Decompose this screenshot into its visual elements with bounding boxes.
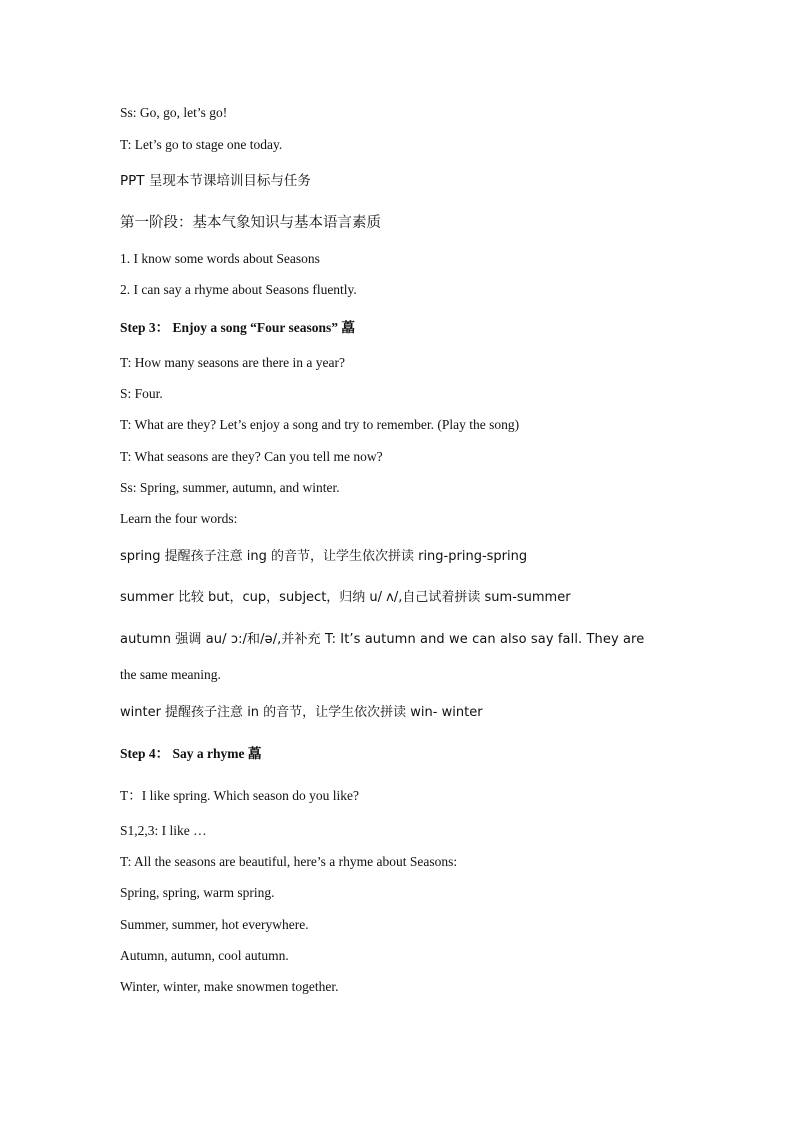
word-note: summer 比较 but，cup，subject，归纳 u/ ʌ/,自己试着拼读 sum-summer — [120, 590, 571, 605]
word-note-continued: the same meaning. — [120, 667, 221, 682]
dialogue-line: T: What are they? Let’s enjoy a song and try to remember. (Play the song) — [120, 417, 520, 432]
word-note: autumn 强调 au/ ɔ:/和/ə/,并补充 T: It’s autumn and we can also say fall. They are — [120, 632, 645, 647]
stage-heading: 第一阶段：基本气象知识与基本语言素质 — [120, 215, 381, 231]
rhyme-line: Spring, spring, warm spring. — [120, 885, 275, 900]
objective-item: 2. I can say a rhyme about Seasons fluently. — [120, 282, 357, 297]
rhyme-line: Autumn, autumn, cool autumn. — [120, 948, 289, 963]
word-note: spring 提醒孩子注意 ing 的音节，让学生依次拼读 ring-pring-spring — [120, 549, 528, 564]
dialogue-line: T: What seasons are they? Can you tell me now? — [120, 449, 383, 464]
instruction-line: Learn the four words: — [120, 511, 238, 526]
dialogue-line: T: How many seasons are there in a year? — [120, 355, 345, 370]
ppt-note: PPT 呈现本节课培训目标与任务 — [120, 173, 311, 189]
step-heading: Step 3： Enjoy a song “Four seasons” 藠 — [120, 320, 355, 335]
rhyme-line: Winter, winter, make snowmen together. — [120, 979, 339, 994]
word-note: winter 提醒孩子注意 in 的音节，让学生依次拼读 win- winter — [120, 705, 483, 720]
dialogue-line: Ss: Go, go, let’s go! — [120, 105, 228, 120]
dialogue-line: S: Four. — [120, 386, 163, 401]
dialogue-line: T: All the seasons are beautiful, here’s a rhyme about Seasons: — [120, 854, 458, 869]
dialogue-line: T：I like spring. Which season do you like? — [120, 788, 359, 803]
objective-item: 1. I know some words about Seasons — [120, 251, 320, 266]
dialogue-line: T: Let’s go to stage one today. — [120, 137, 283, 152]
dialogue-line: Ss: Spring, summer, autumn, and winter. — [120, 480, 340, 495]
dialogue-line: S1,2,3: I like … — [120, 823, 207, 838]
rhyme-line: Summer, summer, hot everywhere. — [120, 917, 309, 932]
step-heading: Step 4： Say a rhyme 藠 — [120, 746, 262, 761]
